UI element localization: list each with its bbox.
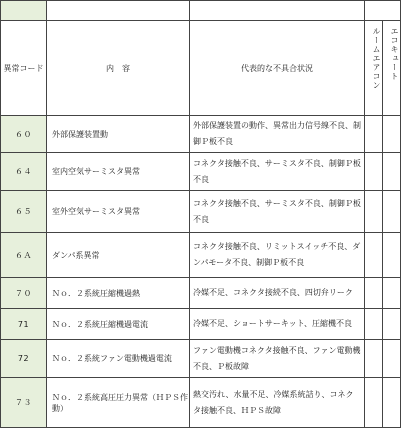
room-aircon-cell [365,191,383,233]
ecocute-cell [383,191,401,233]
room-aircon-cell [365,309,383,340]
error-symptoms: 熱交汚れ、水量不足、冷媒系統詰り、コネクタ接触不良、ＨＰＳ故障 [190,378,365,428]
room-aircon-cell [365,116,383,153]
header-row [1,21,401,116]
error-code: ６０ [1,116,47,153]
table-row [1,153,401,191]
table-row [1,378,401,428]
room-aircon-cell [365,233,383,278]
error-content: Ｎｏ．２系統高圧圧力異常（ＨＰＳ作動） [47,378,190,428]
table-row [1,233,401,278]
error-content: Ｎｏ．２系統圧縮機過電流 [47,309,190,340]
error-symptoms: コネクタ接触不良、サーミスタ不良、制御Ｐ板不良 [190,191,365,233]
room-aircon-cell [365,340,383,378]
top-blank-row [1,1,401,21]
header-content: 内 容 [47,21,190,116]
error-code: ６５ [1,191,47,233]
error-content: Ｎｏ．２系統ファン電動機過電流 [47,340,190,378]
error-symptoms: 冷媒不足、コネクタ接続不良、四切弁リーク [190,278,365,309]
error-code: ７３ [1,378,47,428]
room-aircon-cell [365,378,383,428]
table-row [1,340,401,378]
header-code: 異常コード [1,21,47,116]
ecocute-cell [383,116,401,153]
error-symptoms: コネクタ接触不良、リミットスイッチ不良、ダンパモータ不良、制御Ｐ板不良 [190,233,365,278]
error-symptoms: コネクタ接触不良、サーミスタ不良、制御Ｐ板不良 [190,153,365,191]
ecocute-cell [383,153,401,191]
table-row [1,191,401,233]
error-symptoms: 外部保護装置の動作、異常出力信号線不良、制御Ｐ板不良 [190,116,365,153]
top-code-cell [1,1,47,21]
top-blank-cell [47,1,190,21]
ecocute-cell [383,378,401,428]
table-row [1,278,401,309]
error-content: ダンパ系異常 [47,233,190,278]
room-aircon-cell [365,153,383,191]
table-row [1,116,401,153]
table-row [1,309,401,340]
top-blank-cell [365,1,401,21]
ecocute-cell [383,233,401,278]
error-content: 外部保護装置動 [47,116,190,153]
top-blank-cell [190,1,365,21]
error-symptoms: ファン電動機コネクタ接触不良、ファン電動機不良、Ｐ板故障 [190,340,365,378]
ecocute-cell [383,340,401,378]
error-content: 室内空気サーミスタ異常 [47,153,190,191]
error-symptoms: 冷媒不足、ショートサーキット、圧縮機不良 [190,309,365,340]
header-ecocute: エコキュート [383,21,401,116]
error-code: ７０ [1,278,47,309]
error-code: 72 [1,340,47,378]
header-room-aircon: ルームエアコン [365,21,383,116]
room-aircon-cell [365,278,383,309]
error-code: 71 [1,309,47,340]
header-symptoms: 代表的な不具合状況 [190,21,365,116]
error-content: 室外空気サーミスタ異常 [47,191,190,233]
error-content: Ｎｏ．２系統圧縮機過熱 [47,278,190,309]
ecocute-cell [383,278,401,309]
error-code: ６４ [1,153,47,191]
error-code: ６Ａ [1,233,47,278]
ecocute-cell [383,309,401,340]
